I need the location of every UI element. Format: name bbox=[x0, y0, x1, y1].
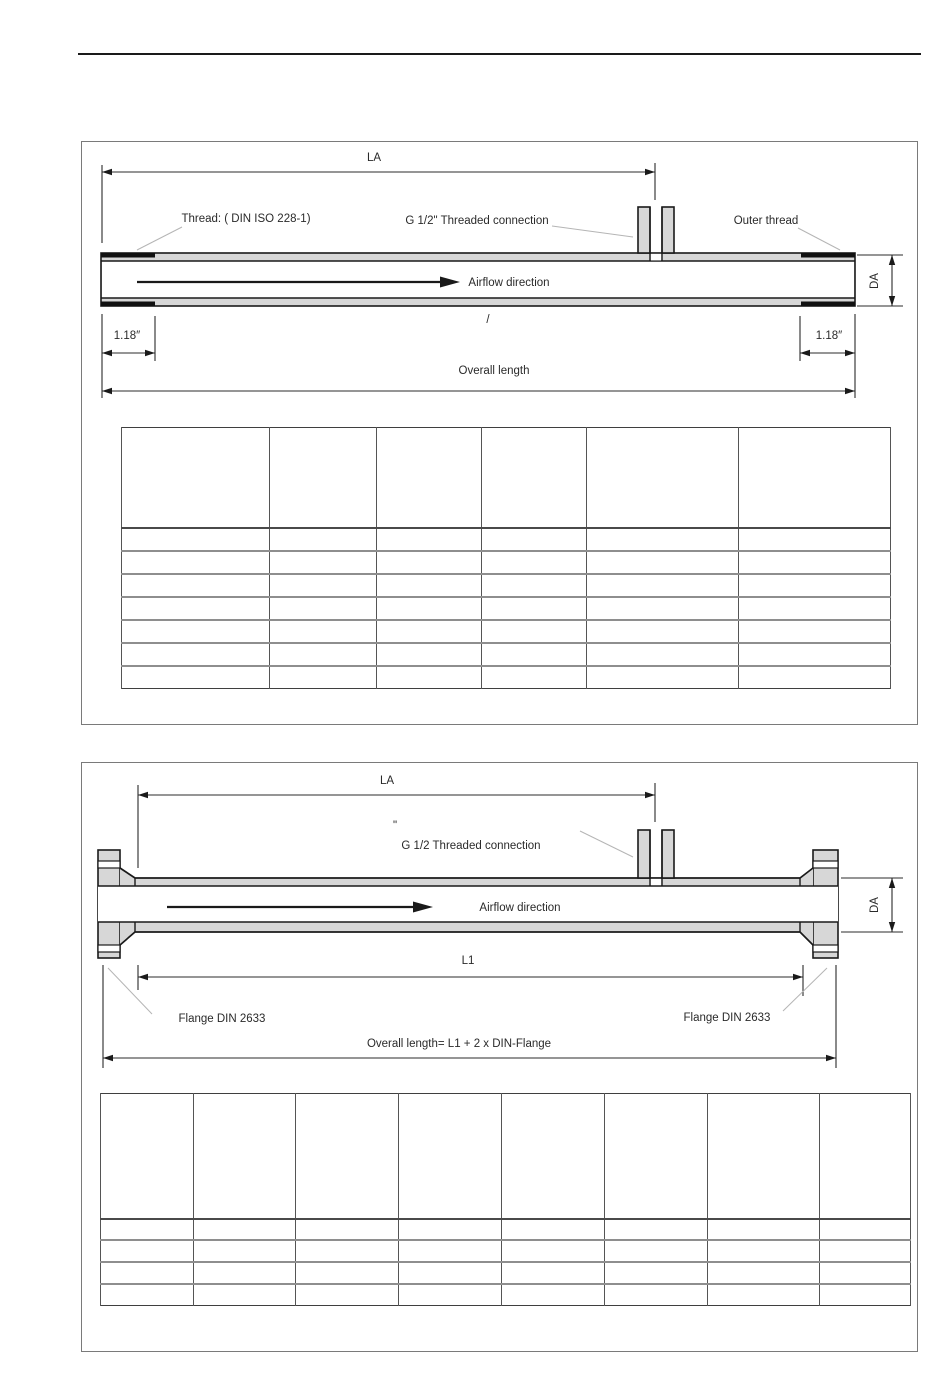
table-cell bbox=[377, 597, 482, 620]
table-cell bbox=[270, 528, 377, 551]
table-cell bbox=[739, 551, 891, 574]
dimension-table-threaded bbox=[121, 427, 890, 688]
dim-inch-right bbox=[800, 314, 855, 398]
table-cell bbox=[377, 643, 482, 666]
table-cell bbox=[270, 643, 377, 666]
dim-l1 bbox=[138, 955, 803, 996]
dimension-table-flanged bbox=[100, 1093, 910, 1305]
table-row bbox=[101, 1262, 911, 1284]
table-cell bbox=[122, 551, 270, 574]
table-cell bbox=[296, 1284, 399, 1306]
header-rule bbox=[78, 53, 921, 55]
table-header-cell bbox=[739, 428, 891, 528]
table-cell bbox=[708, 1262, 820, 1284]
flange-right-label: Flange DIN 2633 bbox=[683, 1012, 771, 1024]
table-cell bbox=[122, 666, 270, 689]
thread-zone-bottom-left bbox=[101, 302, 155, 307]
table-cell bbox=[122, 574, 270, 597]
table-header-cell bbox=[820, 1094, 911, 1219]
table-row bbox=[101, 1284, 911, 1306]
table-header-cell bbox=[708, 1094, 820, 1219]
table-cell bbox=[502, 1240, 605, 1262]
table-row bbox=[122, 620, 891, 643]
l1-label: L1 bbox=[461, 955, 475, 967]
table-cell bbox=[270, 551, 377, 574]
table-cell bbox=[122, 620, 270, 643]
table-cell bbox=[101, 1262, 194, 1284]
table-cell bbox=[587, 528, 739, 551]
la-label: LA bbox=[379, 775, 395, 787]
table-header-cell bbox=[296, 1094, 399, 1219]
leader-slash: / bbox=[486, 314, 490, 326]
table-cell bbox=[739, 597, 891, 620]
table-cell bbox=[739, 620, 891, 643]
inch-right-label: 1.18″ bbox=[815, 330, 843, 342]
table-cell bbox=[739, 528, 891, 551]
table-header-cell bbox=[399, 1094, 502, 1219]
label-g-half bbox=[401, 831, 633, 857]
flange-left-label: Flange DIN 2633 bbox=[178, 1013, 266, 1025]
inch-mark: " bbox=[392, 820, 398, 832]
table-cell bbox=[122, 643, 270, 666]
table-cell bbox=[708, 1240, 820, 1262]
table-header-cell bbox=[270, 428, 377, 528]
table-cell bbox=[296, 1262, 399, 1284]
table-header-cell bbox=[502, 1094, 605, 1219]
airflow-label: Airflow direction bbox=[468, 277, 550, 289]
figure-threaded-version bbox=[81, 141, 918, 725]
table-cell bbox=[708, 1284, 820, 1306]
table-header-cell bbox=[122, 428, 270, 528]
table-cell bbox=[296, 1240, 399, 1262]
table-cell bbox=[482, 528, 587, 551]
table-cell bbox=[399, 1219, 502, 1241]
table-cell bbox=[482, 620, 587, 643]
table-cell bbox=[587, 574, 739, 597]
table-cell bbox=[377, 528, 482, 551]
thread-zone-bottom-right bbox=[801, 302, 855, 307]
table-cell bbox=[399, 1262, 502, 1284]
thread-label: Thread: ( DIN ISO 228-1) bbox=[181, 213, 311, 225]
table-cell bbox=[587, 666, 739, 689]
overall-length-label: Overall length= L1 + 2 x DIN-Flange bbox=[366, 1038, 552, 1050]
table-cell bbox=[270, 574, 377, 597]
table-row bbox=[122, 551, 891, 574]
thread-zone-top-left bbox=[101, 253, 155, 258]
table-cell bbox=[820, 1262, 911, 1284]
table-header-cell bbox=[377, 428, 482, 528]
table-row bbox=[122, 643, 891, 666]
dim-overall-length bbox=[102, 365, 855, 394]
dim-la bbox=[102, 152, 655, 243]
table-cell bbox=[482, 551, 587, 574]
table-cell bbox=[605, 1262, 708, 1284]
table-cell bbox=[482, 597, 587, 620]
table-cell bbox=[270, 666, 377, 689]
table-cell bbox=[502, 1262, 605, 1284]
label-outer-thread bbox=[734, 215, 840, 250]
inch-left-label: 1.18″ bbox=[113, 330, 141, 342]
table-cell bbox=[399, 1240, 502, 1262]
outer-thread-label: Outer thread bbox=[733, 215, 799, 227]
g-half-label: G 1/2" Threaded connection bbox=[405, 215, 549, 227]
table-header-cell bbox=[482, 428, 587, 528]
table-cell bbox=[377, 551, 482, 574]
table-cell bbox=[605, 1240, 708, 1262]
table-row bbox=[122, 666, 891, 689]
table-cell bbox=[482, 666, 587, 689]
table-cell bbox=[194, 1284, 296, 1306]
table-cell bbox=[101, 1219, 194, 1241]
table-cell bbox=[377, 666, 482, 689]
table-cell bbox=[270, 597, 377, 620]
table-cell bbox=[482, 643, 587, 666]
overall-length-label: Overall length bbox=[458, 365, 530, 377]
table-header-cell bbox=[101, 1094, 194, 1219]
table-cell bbox=[739, 643, 891, 666]
table-cell bbox=[122, 528, 270, 551]
dimension-table bbox=[121, 427, 891, 689]
table-cell bbox=[739, 666, 891, 689]
table-cell bbox=[377, 620, 482, 643]
table-cell bbox=[502, 1219, 605, 1241]
table-cell bbox=[101, 1240, 194, 1262]
table-cell bbox=[377, 574, 482, 597]
table-cell bbox=[101, 1284, 194, 1306]
dim-da bbox=[857, 255, 903, 306]
table-cell bbox=[587, 551, 739, 574]
table-cell bbox=[399, 1284, 502, 1306]
table-row bbox=[122, 574, 891, 597]
table-cell bbox=[820, 1219, 911, 1241]
table-row bbox=[101, 1219, 911, 1241]
table-cell bbox=[194, 1262, 296, 1284]
da-label: DA bbox=[869, 897, 881, 913]
table-row bbox=[122, 597, 891, 620]
airflow-label: Airflow direction bbox=[479, 902, 561, 914]
table-cell bbox=[296, 1219, 399, 1241]
table-cell bbox=[270, 620, 377, 643]
dimension-table bbox=[100, 1093, 911, 1306]
figure-flanged-version bbox=[81, 762, 918, 1352]
g-half-label: G 1/2 Threaded connection bbox=[401, 840, 541, 852]
table-cell bbox=[502, 1284, 605, 1306]
table-cell bbox=[739, 574, 891, 597]
table-header-cell bbox=[605, 1094, 708, 1219]
table-cell bbox=[820, 1240, 911, 1262]
la-label: LA bbox=[366, 152, 382, 164]
label-g-half bbox=[405, 215, 633, 237]
table-cell bbox=[605, 1284, 708, 1306]
thread-zone-top-right bbox=[801, 253, 855, 258]
table-cell bbox=[708, 1219, 820, 1241]
table-cell bbox=[587, 620, 739, 643]
table-cell bbox=[482, 574, 587, 597]
table-header-cell bbox=[194, 1094, 296, 1219]
table-cell bbox=[605, 1219, 708, 1241]
table-header-cell bbox=[587, 428, 739, 528]
da-label: DA bbox=[869, 273, 881, 289]
table-cell bbox=[587, 643, 739, 666]
label-flange-right bbox=[684, 968, 827, 1024]
table-cell bbox=[194, 1219, 296, 1241]
table-row bbox=[101, 1240, 911, 1262]
dim-da bbox=[841, 878, 903, 932]
table-cell bbox=[587, 597, 739, 620]
table-row bbox=[122, 528, 891, 551]
table-cell bbox=[122, 597, 270, 620]
dim-inch-left bbox=[102, 314, 155, 398]
label-thread bbox=[137, 213, 311, 250]
table-cell bbox=[820, 1284, 911, 1306]
table-cell bbox=[194, 1240, 296, 1262]
